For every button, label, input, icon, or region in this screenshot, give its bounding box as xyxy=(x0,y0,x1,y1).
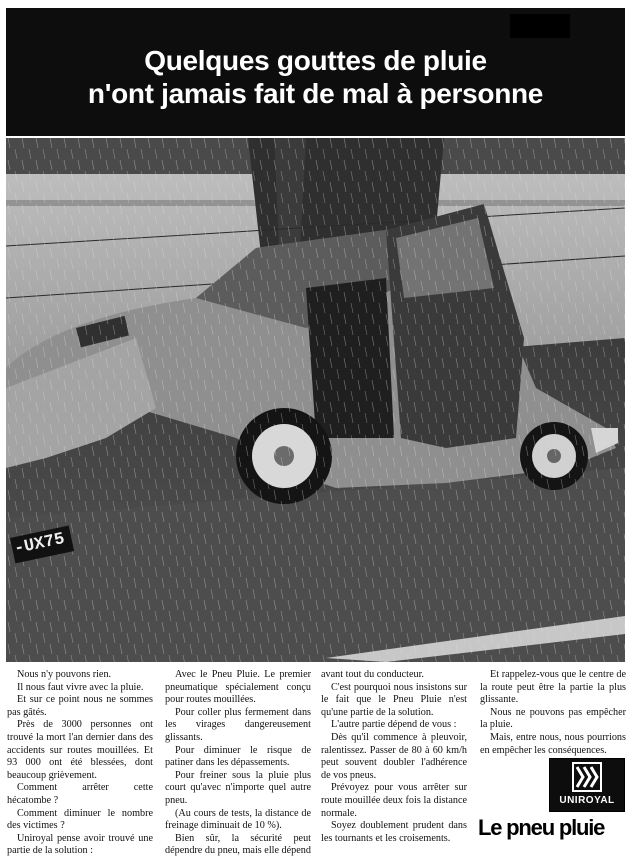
headline-line-1: Quelques gouttes de pluie xyxy=(144,45,487,76)
crashed-car-photo xyxy=(6,138,625,662)
uniroyal-logo xyxy=(549,758,625,812)
paragraph: Et sur ce point nous ne sommes pas gâtés. xyxy=(7,694,153,718)
paragraph: avant tout du conducteur. xyxy=(321,669,424,680)
uniroyal-emblem-icon xyxy=(572,762,602,792)
headline-line-2: n'ont jamais fait de mal à personne xyxy=(87,78,544,109)
paragraph: Dès qu'il commence à pleuvoir, ralentissez. Passer de 80 à 60 km/h peut souvent doubler l'adhérence de vos pneus. xyxy=(321,731,467,781)
paragraph: L'autre partie dépend de vous : xyxy=(331,719,457,731)
tagline: Le pneu pluie xyxy=(478,815,605,840)
emblem-glyph-icon xyxy=(574,764,600,790)
paragraph: Soyez doublement prudent dans les tournants et les croisements. xyxy=(321,820,467,844)
paragraph: Pour diminuer le risque de patiner dans les dépassements. xyxy=(165,744,311,769)
text-column-2 xyxy=(165,669,311,858)
paragraph: (Au cours de tests, la distance de freinage diminuait de 10 %). xyxy=(165,807,311,832)
paragraph: Et rappelez-vous que le centre de la route peut être la partie la plus glissante. xyxy=(480,669,626,706)
paragraph: Près de 3000 personnes ont trouvé la mort l'an dernier dans des accidents sur routes mouillées. Et 93 000 ont été blessées, dont beaucoup grièvement. xyxy=(7,719,153,781)
paragraph: Pour coller plus fermement dans les virages dangereusement glissants. xyxy=(165,706,311,743)
paragraph: C'est pourquoi nous insistons sur le fait que le Pneu Pluie n'est qu'une partie de la solution. xyxy=(321,681,467,718)
logo-wordmark: UNIROYAL xyxy=(559,795,615,806)
black-tab xyxy=(510,14,570,38)
paragraph: Il nous faut vivre avec la pluie. xyxy=(17,681,144,693)
paragraph: Avec le Pneu Pluie. Le premier pneumatique spécialement conçu pour routes mouillées. xyxy=(165,669,311,706)
paragraph: Nous n'y pouvons rien. xyxy=(17,669,112,680)
text-column-4 xyxy=(480,669,626,757)
paragraph: Prévoyez pour vous arrêter sur route mouillée deux fois la distance normale. xyxy=(321,782,467,819)
text-column-3 xyxy=(321,669,467,845)
paragraph: Nous ne pouvons pas empêcher la pluie. xyxy=(480,706,626,731)
text-column-1 xyxy=(7,669,153,858)
paragraph: Comment diminuer le nombre des victimes ? xyxy=(7,807,153,832)
paragraph: Pour freiner sous la pluie plus court qu'avec n'importe quel autre pneu. xyxy=(165,769,311,806)
headline xyxy=(6,44,625,110)
license-plate: -UX75 xyxy=(10,526,74,564)
paragraph: Uniroyal pense avoir trouvé une partie de la solution : xyxy=(7,832,153,857)
photo-illustration xyxy=(6,138,625,662)
paragraph: Comment arrêter cette hécatombe ? xyxy=(7,782,153,806)
paragraph: Bien sûr, la sécurité peut dépendre du pneu, mais elle dépend xyxy=(165,832,311,857)
paragraph: Mais, entre nous, nous pourrions en empêcher les conséquences. xyxy=(480,731,626,756)
